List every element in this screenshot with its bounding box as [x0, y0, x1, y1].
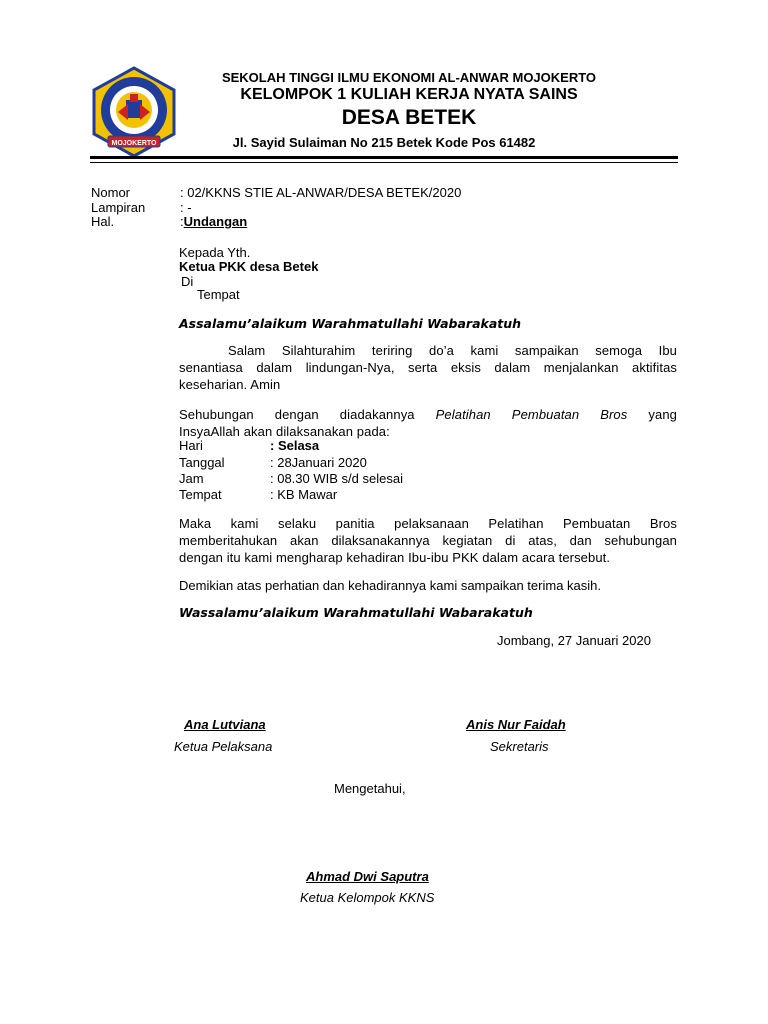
recipient-di: Di — [181, 274, 194, 289]
closing-salutation: Wassalamu’alaikum Warahmatullahi Wabarakatuh — [179, 605, 533, 620]
paragraph-thanks: Demikian atas perhatian dan kehadirannya kami sampaikan terima kasih. — [179, 578, 601, 593]
schedule-label-jam: Jam — [179, 471, 204, 486]
lampiran-value: : - — [180, 200, 192, 215]
paragraph-event — [179, 406, 677, 440]
nomor-label: Nomor — [91, 185, 131, 200]
paragraph-invitation-line-3: dengan itu kami mengharap kehadiran Ibu-ibu PKK dalam acara tersebut. — [179, 550, 611, 565]
letterhead-village: DESA BETEK — [341, 106, 477, 129]
logo-banner-text: MOJOKERTO — [111, 140, 157, 147]
letterhead-divider-thick — [90, 156, 678, 159]
recipient-place: Tempat — [197, 287, 240, 302]
event-intro: Sehubungan dengan diadakannya — [179, 407, 436, 422]
schedule-value-hari: : Selasa — [270, 438, 320, 453]
paragraph-event-line-1 — [179, 406, 677, 423]
schedule-label-hari: Hari — [179, 438, 203, 453]
recipient-greeting: Kepada Yth. — [179, 245, 251, 260]
paragraph-invitation-line-1: Maka kami selaku panitia pelaksanaan Pelatihan Pembuatan Bros — [179, 516, 677, 531]
letterhead-group: KELOMPOK 1 KULIAH KERJA NYATA SAINS — [240, 86, 578, 103]
opening-salutation: Assalamu’alaikum Warahmatullahi Wabarakatuh — [179, 316, 522, 331]
lampiran-label: Lampiran — [91, 200, 146, 215]
signatory-left-name: Ana Lutviana — [184, 717, 266, 732]
event-intro-end: yang — [627, 407, 677, 422]
hal-label: Hal. — [91, 214, 115, 229]
event-name: Pelatihan Pembuatan Bros — [435, 407, 628, 422]
paragraph-opening-line-2: senantiasa dalam lindungan-Nya, serta eksis dalam menjalankan aktifitas — [179, 360, 677, 375]
schedule-value-tempat: : KB Mawar — [270, 487, 338, 502]
paragraph-opening-line-1: Salam Silahturahim teriring do’a kami sampaikan semoga Ibu — [228, 343, 677, 358]
schedule-label-tempat: Tempat — [179, 487, 222, 502]
signatory-left-role: Ketua Pelaksana — [174, 739, 273, 754]
hal-colon: : — [180, 214, 184, 229]
letterhead-institution: SEKOLAH TINGGI ILMU EKONOMI AL-ANWAR MOJOKERTO — [221, 70, 597, 85]
nomor-value: : 02/KKNS STIE AL-ANWAR/DESA BETEK/2020 — [180, 185, 462, 200]
signatory-bottom-name: Ahmad Dwi Saputra — [306, 869, 429, 884]
schedule-value-jam: : 08.30 WIB s/d selesai — [270, 471, 403, 486]
acknowledged-label: Mengetahui, — [334, 781, 406, 796]
paragraph-invitation — [179, 515, 677, 566]
paragraph-invitation-line-2: memberitahukan akan dilaksanakannya kegiatan di atas, dan sehubungan — [179, 533, 677, 548]
signatory-right-name: Anis Nur Faidah — [466, 717, 566, 732]
signatory-right-role: Sekretaris — [490, 739, 549, 754]
schedule-label-tanggal: Tanggal — [179, 455, 225, 470]
schedule-value-tanggal: : 28Januari 2020 — [270, 455, 367, 470]
place-date: Jombang, 27 Januari 2020 — [497, 633, 651, 648]
signatory-bottom-role: Ketua Kelompok KKNS — [300, 890, 435, 905]
paragraph-opening-line-3: keseharian. Amin — [179, 377, 281, 392]
letterhead-address: Jl. Sayid Sulaiman No 215 Betek Kode Pos 61482 — [232, 135, 536, 150]
recipient-name: Ketua PKK desa Betek — [179, 259, 319, 274]
letterhead-divider-thin — [90, 162, 678, 163]
hal-value: Undangan — [183, 214, 248, 229]
paragraph-opening — [179, 342, 677, 393]
paragraph-event-line-2: InsyaAllah akan dilaksanakan pada: — [179, 424, 390, 439]
hal-value-wrap — [180, 214, 247, 230]
